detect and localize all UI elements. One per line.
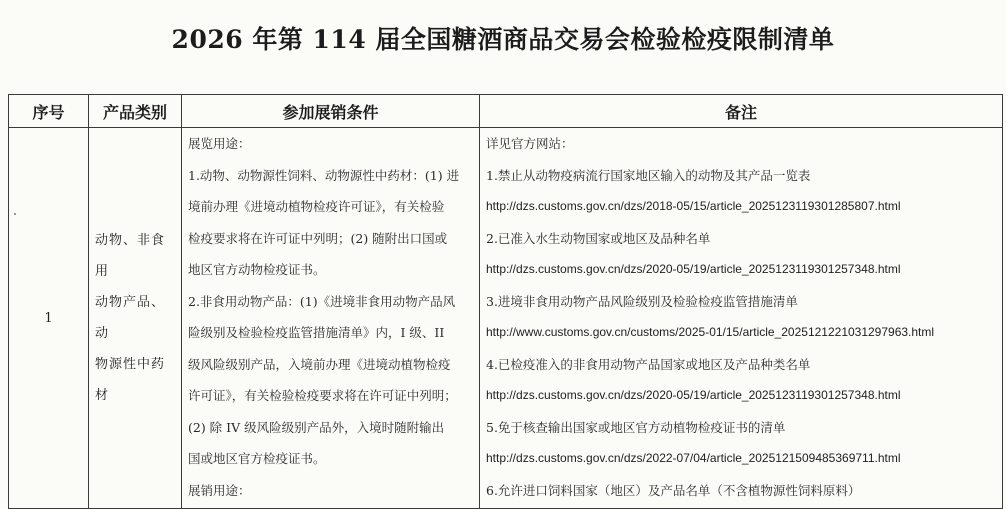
conditions-line: 检疫要求将在许可证中列明；(2) 随附出口国或 — [188, 230, 448, 246]
header-category: 产品类别 — [89, 95, 182, 128]
cell-category — [89, 128, 182, 509]
conditions-line: 境前办理《进境动植物检疫许可证》，有关检验 — [188, 199, 445, 214]
cell-conditions — [182, 128, 480, 509]
conditions-line: (2) 除 IV 级风险级别产品外，入境时随附输出 — [188, 419, 445, 435]
notes-item-title: 6.允许进口饲料国家（地区）及产品名单（不含植物源性饲料原料） — [486, 482, 861, 498]
conditions-line: 级风险级别产品，入境前办理《进境动植物检疫 — [188, 356, 451, 372]
table-header-row — [9, 95, 1003, 128]
header-conditions: 参加展销条件 — [182, 95, 480, 128]
notes-item-title: 4.已检疫准入的非食用动物产品国家或地区及产品种类名单 — [486, 356, 811, 372]
category-line: 物源性中药 — [95, 357, 166, 372]
category-line: 动物产品、动 — [95, 295, 166, 341]
conditions-line: 2.非食用动物产品：(1)《进境非食用动物产品风 — [188, 293, 456, 309]
restriction-table — [8, 94, 1003, 509]
notes-item-title: 3.进境非食用动物产品风险级别及检验检疫监管措施清单 — [486, 293, 798, 309]
conditions-line: 1.动物、动物源性饲料、动物源性中药材：(1) 进 — [188, 167, 460, 183]
category-line: 材 — [95, 388, 110, 403]
notes-url-link[interactable]: http://www.customs.gov.cn/customs/2025-01/15/article_2025121221031297963.html — [486, 325, 935, 339]
table-row — [9, 128, 1003, 509]
page-title: 2026 年第 114 届全国糖酒商品交易会检验检疫限制清单 — [171, 25, 835, 54]
notes-url-link[interactable]: http://dzs.customs.gov.cn/dzs/2020-05/19/article_2025123119301257348.html — [486, 262, 901, 276]
conditions-line: 险级别及检验检疫监管措施清单》内，I 级、II — [188, 325, 445, 340]
header-serial: 序号 — [9, 95, 89, 128]
notes-url-link[interactable]: http://dzs.customs.gov.cn/dzs/2020-05/19/article_2025123119301257348.html — [486, 388, 901, 402]
notes-url-link[interactable]: http://dzs.customs.gov.cn/dzs/2022-07/04/article_2025121509485369711.html — [486, 451, 901, 465]
category-line: 动物、非食用 — [95, 233, 166, 279]
cell-serial: 1 — [9, 128, 89, 509]
conditions-line: 地区官方动物检疫证书。 — [188, 262, 326, 277]
conditions-line: 展览用途： — [188, 136, 251, 151]
header-notes: 备注 — [480, 95, 1003, 128]
conditions-line: 国或地区官方检疫证书。 — [188, 451, 326, 466]
conditions-line: 展销用途： — [188, 482, 251, 498]
notes-item-title: 2.已准入水生动物国家或地区及品种名单 — [486, 230, 711, 246]
notes-heading: 详见官方网站： — [486, 136, 574, 151]
conditions-line: 许可证》，有关检验检疫要求将在许可证中列明； — [188, 388, 457, 403]
notes-item-title: 5.免于核查输出国家或地区官方动植物检疫证书的清单 — [486, 419, 786, 435]
cell-notes — [480, 128, 1003, 509]
notes-url-link[interactable]: http://dzs.customs.gov.cn/dzs/2018-05/15/article_2025123119301285807.html — [486, 199, 901, 213]
notes-item-title: 1.禁止从动物疫病流行国家地区输入的动物及其产品一览表 — [486, 167, 811, 183]
